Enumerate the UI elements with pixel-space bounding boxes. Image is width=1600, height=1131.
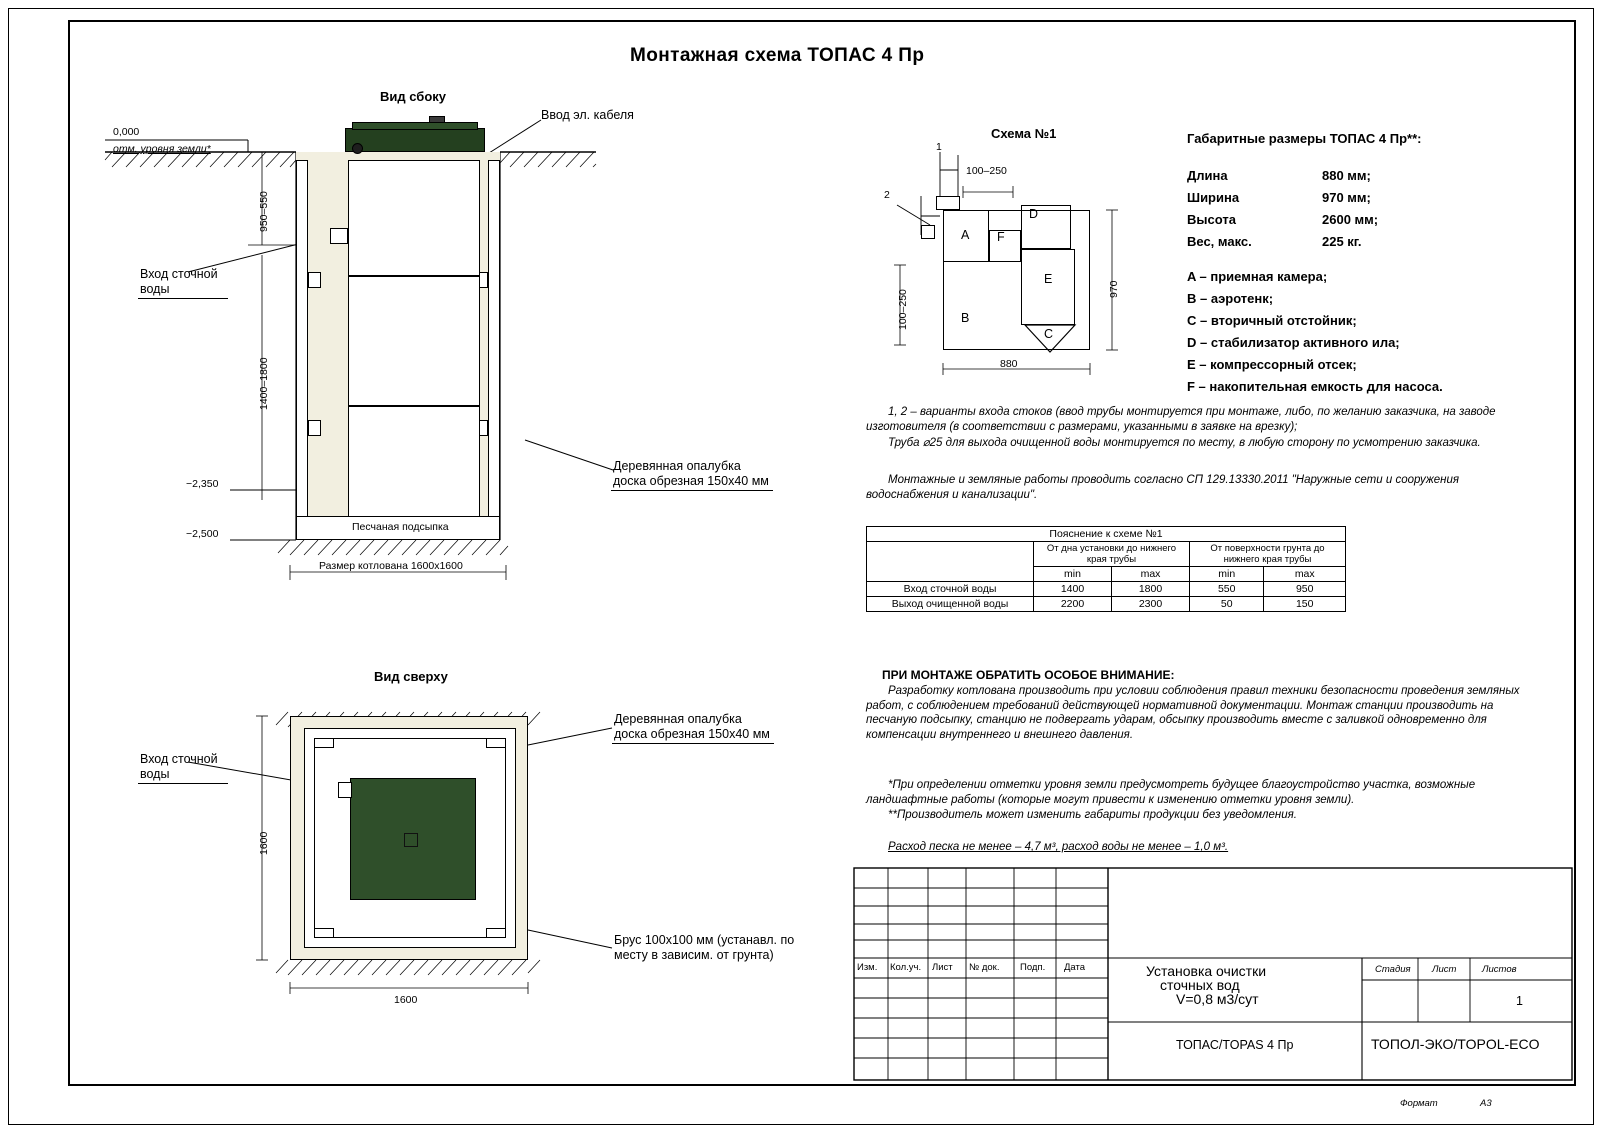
top-dim-left: 1600 xyxy=(258,831,270,855)
formwork-label-line1: Деревянная опалубка xyxy=(613,459,741,473)
scheme1-mark-1: 1 xyxy=(936,141,942,153)
dim-row-3-value: 225 кг. xyxy=(1322,234,1362,249)
chamber-F-label: F xyxy=(997,230,1005,244)
level-zero-label: 0,000 xyxy=(113,126,140,138)
chamber-B-label: B xyxy=(961,311,970,325)
legend-item-4: E – компрессорный отсек; xyxy=(1187,357,1357,372)
dim-row-2-name: Высота xyxy=(1187,212,1236,227)
scheme1-dim-height: 970 xyxy=(1108,280,1120,298)
level-zero-note: отм. уровня земли* xyxy=(113,143,211,155)
top-formwork-line1: Деревянная опалубка xyxy=(614,712,742,726)
row0-v2: 550 xyxy=(1190,582,1264,597)
row1-v0: 2200 xyxy=(1034,597,1112,612)
dim-row-0-name: Длина xyxy=(1187,168,1228,183)
dim-row-1-name: Ширина xyxy=(1187,190,1240,205)
scheme1-title: Схема №1 xyxy=(991,126,1057,141)
dim-row-3-name: Вес, макс. xyxy=(1187,234,1252,249)
row1-v2: 50 xyxy=(1190,597,1264,612)
mark-2350: −2,350 xyxy=(186,478,219,490)
formwork-label-line2: доска обрезная 150х40 мм xyxy=(613,474,769,488)
mark-2500: −2,500 xyxy=(186,528,219,540)
chamber-E-label: E xyxy=(1044,272,1053,286)
sheets-value: 1 xyxy=(1516,994,1523,1008)
row1-label: Выход очищенной воды xyxy=(867,597,1034,612)
top-dim-bottom: 1600 xyxy=(394,994,418,1006)
note-outlet-pipe: Труба ⌀25 для выхода очищенной воды монтируется по месту, в любую сторону по усмотрению заказчика. xyxy=(888,437,1481,449)
page-title: Монтажная схема ТОПАС 4 Пр xyxy=(630,45,925,66)
inlet-label-line2: воды xyxy=(140,282,170,296)
scheme1-dim-width: 880 xyxy=(1000,358,1018,370)
top-inlet-label-line1: Вход сточной xyxy=(140,752,218,766)
top-inlet-label-line2: воды xyxy=(140,767,170,781)
object-name-line3: V=0,8 м3/сут xyxy=(1176,991,1259,1007)
object-name-line2: сточных вод xyxy=(1160,977,1240,993)
object-name-line1: Установка очистки xyxy=(1146,963,1267,979)
row0-label: Вход сточной воды xyxy=(867,582,1034,597)
table-group-1: От поверхности грунта до нижнего края трубы xyxy=(1190,542,1346,567)
table-sub-3: max xyxy=(1264,567,1346,582)
stamp-col-3: № док. xyxy=(969,962,1000,973)
format-value: А3 xyxy=(1480,1098,1492,1109)
stamp-col-5: Дата xyxy=(1064,962,1086,973)
scheme1-mark-2: 2 xyxy=(884,189,890,201)
dimensions-title: Габаритные размеры ТОПАС 4 Пр**: xyxy=(1187,131,1422,146)
side-view-title: Вид сбоку xyxy=(380,89,447,104)
scheme1-dim-top: 100–250 xyxy=(966,165,1007,177)
stage-header-1: Лист xyxy=(1432,964,1457,975)
row1-v3: 150 xyxy=(1264,597,1346,612)
row1-v1: 2300 xyxy=(1112,597,1190,612)
dim-1400-1800: 1400–1800 xyxy=(258,357,270,410)
cable-entry-label: Ввод эл. кабеля xyxy=(541,108,634,122)
dim-row-1-value: 970 мм; xyxy=(1322,190,1371,205)
dim-row-2-value: 2600 мм; xyxy=(1322,212,1379,227)
note-standards: Монтажные и земляные работы проводить согласно СП 129.13330.2011 "Наружные сети и сооружения водоснабжения и канализации". xyxy=(866,474,1460,501)
attention-title: ПРИ МОНТАЖЕ ОБРАТИТЬ ОСОБОЕ ВНИМАНИЕ: xyxy=(882,668,1175,682)
table-sub-1: max xyxy=(1112,567,1190,582)
legend-item-3: D – стабилизатор активного ила; xyxy=(1187,335,1400,350)
table-title: Пояснение к схеме №1 xyxy=(867,527,1346,542)
dim-row-0-value: 880 мм; xyxy=(1322,168,1371,183)
legend-item-5: F – накопительная емкость для насоса. xyxy=(1187,379,1443,394)
beam-label-line1: Брус 100х100 мм (устанавл. по xyxy=(614,933,795,947)
row0-v0: 1400 xyxy=(1034,582,1112,597)
footnote-1: *При определении отметки уровня земли предусмотреть будущее благоустройство участка, возможные ландшафтные работы (которые могут привести к изменению отметки уровня земли). xyxy=(866,779,1476,806)
stage-header-0: Стадия xyxy=(1375,964,1411,975)
note-variants: 1, 2 – варианты входа стоков (ввод трубы монтируется при монтаже, либо, по желанию заказчика, на заводе изготовителя (в соответствии с размерами, указанными в заявке на врезку); xyxy=(866,406,1496,433)
table-sub-0: min xyxy=(1034,567,1112,582)
chamber-D-label: D xyxy=(1029,207,1039,221)
chamber-A-label: A xyxy=(961,228,970,242)
top-formwork-line2: доска обрезная 150х40 мм xyxy=(614,727,770,741)
top-view-title: Вид сверху xyxy=(374,669,448,684)
chamber-C-label: C xyxy=(1044,327,1054,341)
attention-body: Разработку котлована производить при условии соблюдения правил техники безопасности проведения земляных работ, с соблюдением требований действующей нормативной документации. Монтаж станции производить на песчаную подсыпку, станцию не подвергать ударам, обсыпку производить вместе с заливкой одновременно для компенсации внутреннего и внешнего давления. xyxy=(866,685,1520,741)
stamp-col-4: Подп. xyxy=(1020,962,1046,973)
legend-item-2: C – вторичный отстойник; xyxy=(1187,313,1357,328)
legend-item-1: B – аэротенк; xyxy=(1187,291,1274,306)
consumption-note: Расход песка не менее – 4,7 м³, расход воды не менее – 1,0 м³. xyxy=(888,841,1229,853)
row0-v1: 1800 xyxy=(1112,582,1190,597)
dim-950-550: 950–550 xyxy=(258,191,270,232)
inlet-label-line1: Вход сточной xyxy=(140,267,218,281)
pit-size-label: Размер котлована 1600х1600 xyxy=(319,560,463,572)
beam-label-line2: месту в зависим. от грунта) xyxy=(614,948,774,962)
scheme1-dim-left: 100–250 xyxy=(897,289,909,330)
product-name: ТОПАС/TOPAS 4 Пр xyxy=(1176,1038,1294,1052)
format-label: Формат xyxy=(1400,1098,1438,1109)
row0-v3: 950 xyxy=(1264,582,1346,597)
company-name: ТОПОЛ-ЭКО/TOPOL-ECO xyxy=(1371,1036,1540,1052)
stamp-col-2: Лист xyxy=(932,962,953,973)
stage-header-2: Листов xyxy=(1482,964,1517,975)
footnote-2: **Производитель может изменить габариты продукции без уведомления. xyxy=(888,809,1297,821)
stamp-col-0: Изм. xyxy=(857,962,878,973)
sand-bed-label: Песчаная подсыпка xyxy=(352,521,449,533)
table-sub-2: min xyxy=(1190,567,1264,582)
table-group-0: От дна установки до нижнего края трубы xyxy=(1034,542,1190,567)
legend-item-0: A – приемная камера; xyxy=(1187,269,1328,284)
stamp-col-1: Кол.уч. xyxy=(890,962,922,973)
